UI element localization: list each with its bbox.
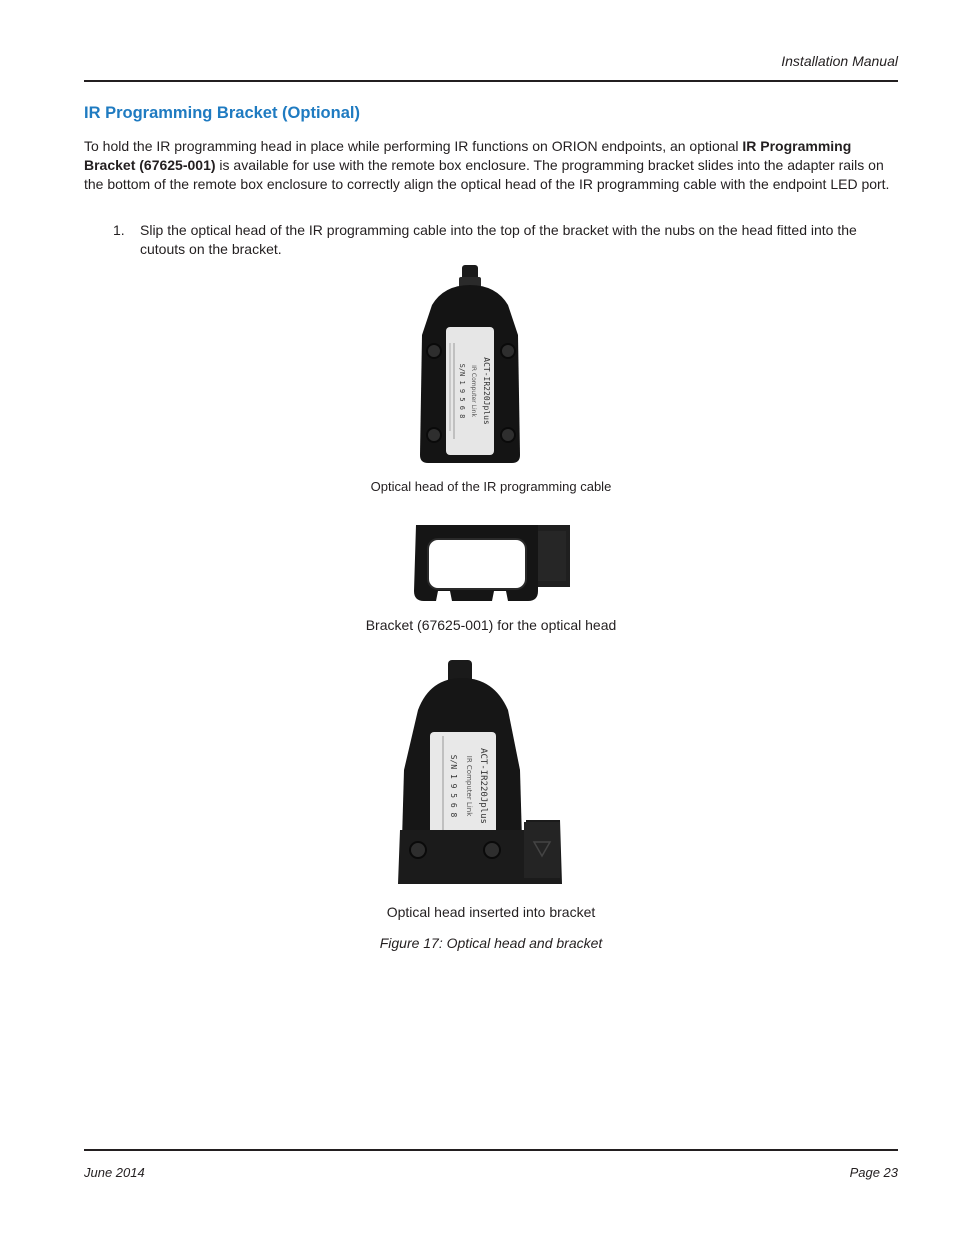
label-model: ACT-IR220Jplus [482, 357, 491, 425]
svg-text:S/N 1 9 5 6 8: S/N 1 9 5 6 8 [449, 754, 458, 818]
caption-bracket: Bracket (67625-001) for the optical head [365, 617, 617, 633]
section-title: IR Programming Bracket (Optional) [84, 104, 360, 122]
intro-bold-part-name: IR Programming Bracket (67625-001) [84, 138, 852, 173]
intro-paragraph [84, 137, 898, 194]
step-number: 1. [113, 222, 125, 238]
intro-text-2: is available for use with the remote box enclosure. The programming bracket slides into the adapter rails on the bottom of the remote box enclosure to correctly align the optical head of the IR programming cable with the endpoint LED port. [84, 157, 890, 192]
svg-text:IR Computer Link: IR Computer Link [465, 755, 473, 817]
bracket-photo [412, 521, 572, 605]
figure-caption: Figure 17: Optical head and bracket [379, 935, 603, 951]
step-text: Slip the optical head of the IR programming cable into the top of the bracket with the nubs on the head fitted into the cutouts on the bracket. [140, 222, 857, 257]
caption-head-in-bracket: Optical head inserted into bracket [386, 904, 596, 920]
label-sn: S/N 1 9 5 6 8 [458, 363, 466, 419]
footer-date: June 2014 [84, 1165, 145, 1180]
header-rule [84, 80, 898, 82]
label-brand: IR Computer Link [470, 365, 477, 417]
caption-optical-head: Optical head of the IR programming cable [370, 479, 612, 494]
head-in-bracket-photo [396, 660, 564, 886]
svg-text:ACT-IR220Jplus: ACT-IR220Jplus [478, 748, 488, 824]
footer-rule [84, 1149, 898, 1151]
running-header: Installation Manual [781, 53, 898, 69]
footer-page-number: Page 23 [849, 1165, 898, 1180]
intro-text-1: To hold the IR programming head in place while performing IR functions on ORION endpoints, an optional [84, 138, 743, 154]
optical-head-photo [416, 265, 524, 465]
